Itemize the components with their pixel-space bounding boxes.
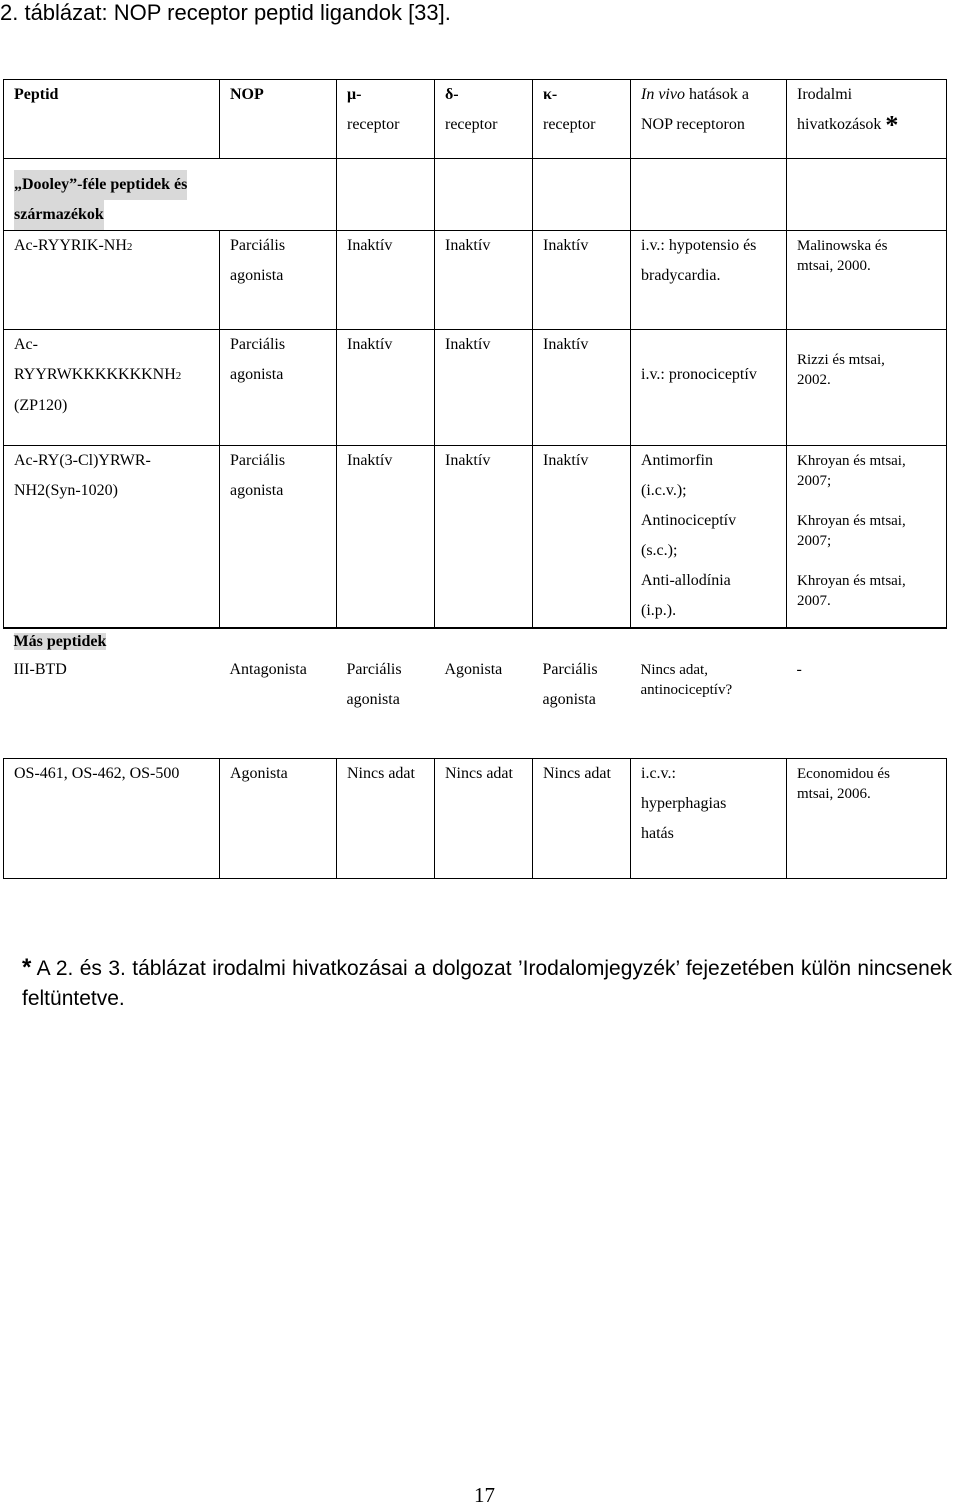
cell-kappa: Inaktív <box>533 330 631 446</box>
header-references: Irodalmi hivatkozások * <box>787 80 947 159</box>
header-peptid: Peptid <box>4 80 220 159</box>
header-nop: NOP <box>220 80 337 159</box>
section-title-other: Más peptidek <box>4 628 947 655</box>
cell-invivo: i.c.v.: hyperphagias hatás <box>631 759 787 879</box>
section-row-dooley <box>4 159 947 231</box>
cell-invivo: i.v.: pronociceptív <box>631 330 787 446</box>
cell-nop: Parciális agonista <box>220 330 337 446</box>
table-row <box>4 759 947 879</box>
cell-peptid: Ac-RY(3-Cl)YRWR- NH2(Syn-1020) <box>4 446 220 628</box>
table-row <box>4 446 947 628</box>
cell-delta: Inaktív <box>435 330 533 446</box>
table-row <box>4 655 947 759</box>
footnote-star: * <box>885 110 899 140</box>
cell-kappa: Inaktív <box>533 231 631 330</box>
cell-mu: Parciális agonista <box>337 655 435 759</box>
header-invivo: In vivo hatások a NOP receptoron <box>631 80 787 159</box>
cell-delta: Nincs adat <box>435 759 533 879</box>
cell-mu: Nincs adat <box>337 759 435 879</box>
header-row <box>4 80 947 159</box>
cell-mu: Inaktív <box>337 330 435 446</box>
cell-kappa: Inaktív <box>533 446 631 628</box>
table <box>3 79 947 879</box>
cell-reference: Rizzi és mtsai, 2002. <box>787 330 947 446</box>
footnote <box>22 953 952 1014</box>
cell-delta: Inaktív <box>435 446 533 628</box>
page-title: 2. táblázat: NOP receptor peptid ligandok [33]. <box>0 0 451 25</box>
cell-kappa: Nincs adat <box>533 759 631 879</box>
section-title-dooley: „Dooley”-féle peptidek és származékok <box>4 159 337 231</box>
cell-mu: Inaktív <box>337 231 435 330</box>
cell-reference: Khroyan és mtsai, 2007; Khroyan és mtsai, 2007; Khroyan és mtsai, 2007. <box>787 446 947 628</box>
cell-invivo: i.v.: hypotensio és bradycardia. <box>631 231 787 330</box>
cell-invivo: Nincs adat, antinociceptív? <box>631 655 787 759</box>
table-row <box>4 231 947 330</box>
cell-nop: Parciális agonista <box>220 446 337 628</box>
cell-nop: Antagonista <box>220 655 337 759</box>
header-delta: δ- receptor <box>435 80 533 159</box>
footnote-text: A 2. és 3. táblázat irodalmi hivatkozásai a dolgozat ’Irodalomjegyzék’ fejezetében külön nincsenek feltüntetve. <box>22 957 952 1010</box>
footnote-star-marker: * <box>22 954 32 981</box>
table-row <box>4 330 947 446</box>
header-mu: μ- receptor <box>337 80 435 159</box>
cell-reference: Economidou és mtsai, 2006. <box>787 759 947 879</box>
cell-peptid: Ac- RYYRWKKKKKKKNH2 (ZP120) <box>4 330 220 446</box>
nop-ligand-table <box>3 79 946 879</box>
cell-nop: Parciális agonista <box>220 231 337 330</box>
cell-delta: Agonista <box>435 655 533 759</box>
cell-invivo: Antimorfin (i.c.v.); Antinociceptív (s.c.); Anti-allodínia (i.p.). <box>631 446 787 628</box>
cell-peptid: Ac-RYYRIK-NH2 <box>4 231 220 330</box>
cell-delta: Inaktív <box>435 231 533 330</box>
page-number: 17 <box>474 1483 495 1507</box>
cell-kappa: Parciális agonista <box>533 655 631 759</box>
cell-peptid: III-BTD <box>4 655 220 759</box>
cell-peptid: OS-461, OS-462, OS-500 <box>4 759 220 879</box>
header-kappa: κ- receptor <box>533 80 631 159</box>
cell-nop: Agonista <box>220 759 337 879</box>
cell-reference: Malinowska és mtsai, 2000. <box>787 231 947 330</box>
cell-mu: Inaktív <box>337 446 435 628</box>
section-row-other <box>4 628 947 655</box>
cell-reference: - <box>787 655 947 759</box>
